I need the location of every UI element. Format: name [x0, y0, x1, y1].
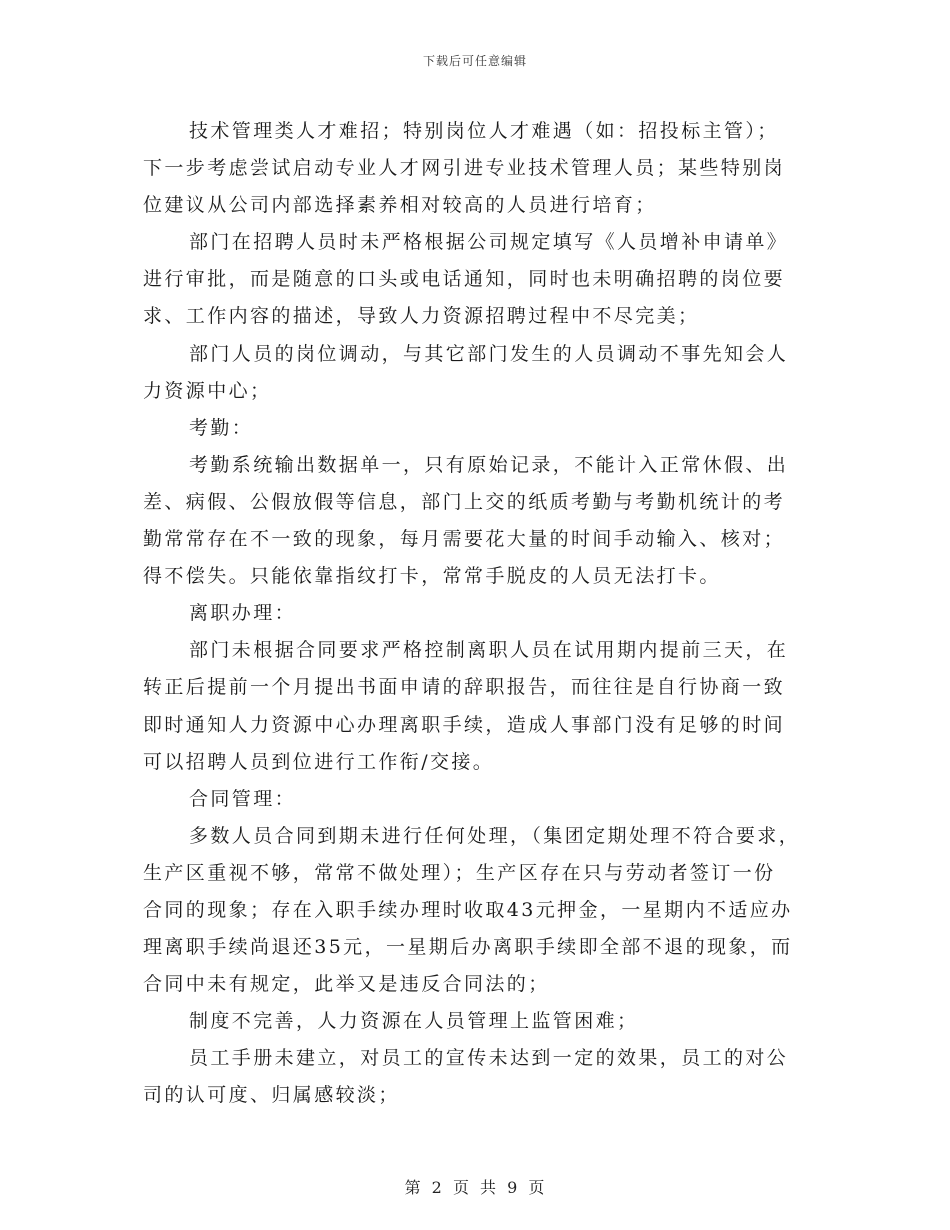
paragraph-line: 位建议从公司内部选择素养相对较高的人员进行培育；: [143, 194, 657, 217]
paragraph-line: 转正后提前一个月提出书面申请的辞职报告，而往往是自行协商一致: [143, 676, 786, 699]
paragraph-line: 部门人员的岗位调动，与其它部门发生的人员调动不事先知会人: [189, 342, 789, 365]
paragraph-line: 可以招聘人员到位进行工作衔/交接。: [143, 750, 495, 773]
paragraph-line: 合同中未有规定，此举又是违反合同法的；: [143, 973, 550, 996]
section-heading: 离职办理：: [189, 602, 297, 625]
paragraph-line: 得不偿失。只能依靠指纹打卡，常常手脱皮的人员无法打卡。: [143, 565, 721, 588]
paragraph-line: 差、病假、公假放假等信息，部门上交的纸质考勤与考勤机统计的考: [143, 490, 786, 513]
paragraph-line: 部门在招聘人员时未严格根据公司规定填写《人员增补申请单》: [189, 231, 789, 254]
paragraph-line: 力资源中心；: [143, 379, 272, 402]
paragraph-line: 进行审批，而是随意的口头或电话通知，同时也未明确招聘的岗位要: [143, 268, 786, 291]
paragraph-line: 员工手册未建立，对员工的宣传未达到一定的效果，员工的对公: [189, 1047, 789, 1070]
page-header: 下载后可任意编辑: [422, 54, 527, 68]
paragraph-line: 即时通知人力资源中心办理离职手续，造成人事部门没有足够的时间: [143, 713, 786, 736]
section-heading: 考勤：: [189, 416, 254, 439]
paragraph-line: 合同的现象；存在入职手续办理时收取43元押金，一星期内不适应办: [143, 898, 793, 921]
paragraph-line: 司的认可度、归属感较淡；: [143, 1084, 400, 1107]
paragraph-line: 求、工作内容的描述，导致人力资源招聘过程中不尽完美；: [143, 305, 700, 328]
paragraph-line: 生产区重视不够，常常不做处理）；生产区存在只与劳动者签订一份: [143, 861, 776, 884]
paragraph-line: 理离职手续尚退还35元，一星期后办离职手续即全部不退的现象，而: [143, 936, 793, 959]
paragraph-line: 考勤系统输出数据单一，只有原始记录，不能计入正常休假、出: [189, 453, 789, 476]
paragraph-line: 勤常常存在不一致的现象，每月需要花大量的时间手动输入、核对；: [143, 528, 786, 551]
page-footer: 第 2 页 共 9 页: [404, 1178, 546, 1197]
document-body: [143, 113, 808, 1115]
paragraph-line: 下一步考虑尝试启动专业人才网引进专业技术管理人员；某些特别岗: [143, 157, 786, 180]
paragraph-line: 多数人员合同到期未进行任何处理，（集团定期处理不符合要求，: [189, 824, 801, 847]
paragraph-line: 技术管理类人才难招；特别岗位人才难遇（如：招投标主管）；: [189, 120, 779, 142]
paragraph-line: 制度不完善，人力资源在人员管理上监管困难；: [189, 1010, 639, 1033]
section-heading: 合同管理：: [189, 787, 297, 810]
paragraph-line: 部门未根据合同要求严格控制离职人员在试用期内提前三天，在: [189, 639, 789, 662]
